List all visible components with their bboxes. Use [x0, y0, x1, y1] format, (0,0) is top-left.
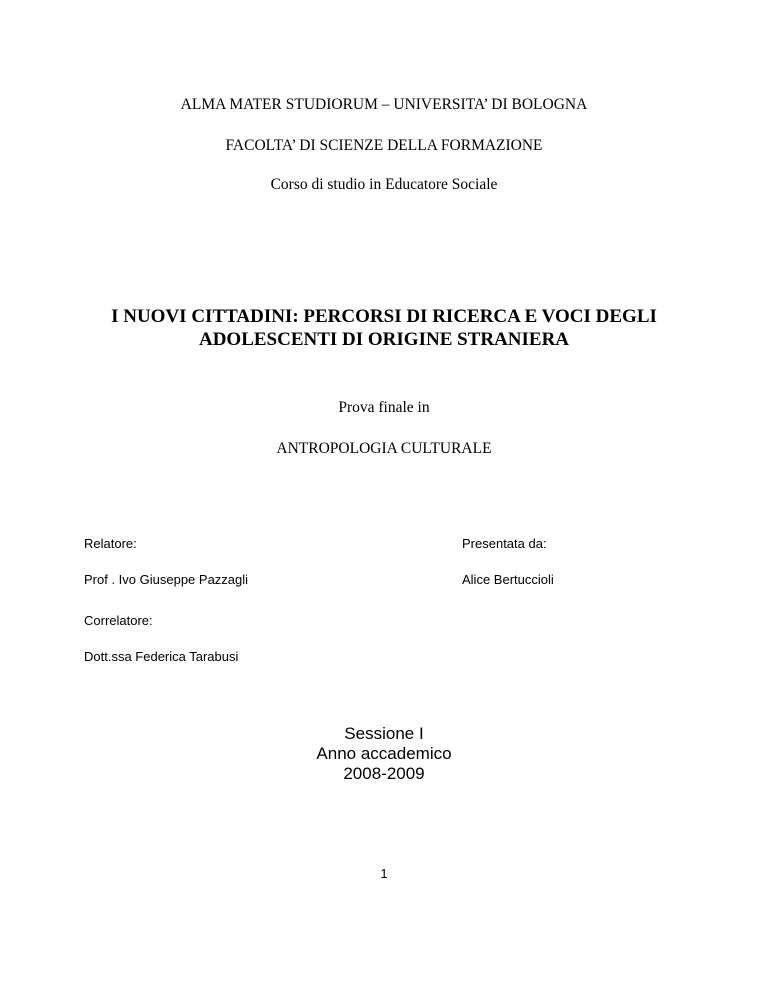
session-label: Sessione I	[344, 724, 424, 743]
page-number: 1	[380, 866, 388, 881]
exam-label: Prova finale in	[338, 399, 430, 416]
cosupervisor-name: Dott.ssa Federica Tarabusi	[84, 649, 239, 664]
presenter-name: Alice Bertuccioli	[462, 572, 554, 587]
supervisor-label: Relatore:	[84, 536, 137, 551]
academic-year-value: 2008-2009	[343, 764, 425, 783]
academic-year-label: Anno accademico	[316, 744, 452, 763]
subject-name: ANTROPOLOGIA CULTURALE	[276, 440, 492, 457]
thesis-title-line-1: I NUOVI CITTADINI: PERCORSI DI RICERCA E VOCI DEGLI	[111, 306, 657, 327]
session-block	[0, 724, 768, 784]
course-name: Corso di studio in Educatore Sociale	[270, 176, 498, 193]
thesis-title-line-2: ADOLESCENTI DI ORIGINE STRANIERA	[198, 329, 570, 350]
cosupervisor-label: Correlatore:	[84, 613, 153, 628]
university-name: ALMA MATER STUDIORUM – UNIVERSITA’ DI BOLOGNA	[180, 96, 588, 113]
thesis-title	[40, 305, 728, 351]
supervisor-name: Prof . Ivo Giuseppe Pazzagli	[84, 572, 249, 587]
faculty-name: FACOLTA’ DI SCIENZE DELLA FORMAZIONE	[225, 137, 543, 154]
presenter-label: Presentata da:	[462, 536, 547, 551]
